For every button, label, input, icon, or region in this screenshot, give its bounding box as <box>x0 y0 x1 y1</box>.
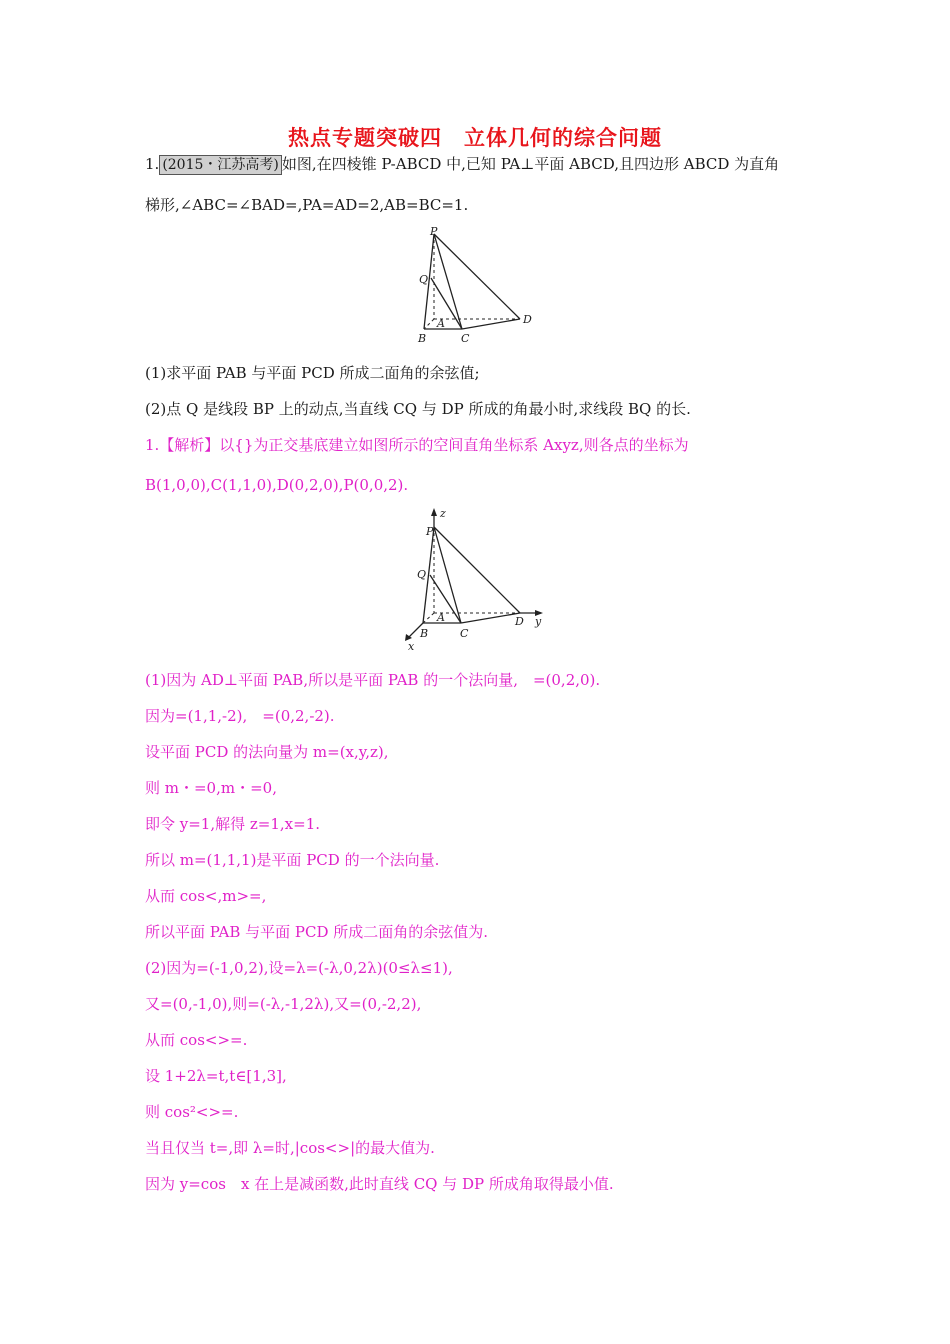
edge-ab-hidden <box>423 613 434 623</box>
solution-line: 则 cos²<>=. <box>145 1103 239 1121</box>
edge-cd <box>462 319 520 329</box>
label-z: z <box>440 507 446 520</box>
pyramid-figure <box>410 226 540 348</box>
segment-cq <box>430 575 461 623</box>
solution-line: B(1,0,0),C(1,1,0),D(0,2,0),P(0,0,2). <box>145 476 409 494</box>
solution-line: 所以 m=(1,1,1)是平面 PCD 的一个法向量. <box>145 851 440 869</box>
solution-line: (2)因为=(-1,0,2),设=λ=(-λ,0,2λ)(0≤λ≤1), <box>145 959 453 977</box>
edge-cd <box>461 613 520 623</box>
solution-line: 设平面 PCD 的法向量为 m=(x,y,z), <box>145 743 389 761</box>
problem-text-1: 如图,在四棱锥 P-ABCD 中,已知 PA⊥平面 ABCD,且四边形 ABCD 为直角 <box>281 155 780 173</box>
label-p: P <box>426 525 434 538</box>
problem-number: 1. <box>145 155 160 173</box>
question-2: (2)点 Q 是线段 BP 上的动点,当直线 CQ 与 DP 所成的角最小时,求线段 BQ 的长. <box>145 400 691 418</box>
question-1: (1)求平面 PAB 与平面 PCD 所成二面角的余弦值; <box>145 364 480 382</box>
label-a: A <box>437 317 445 330</box>
label-c: C <box>461 332 470 345</box>
solution-line: (1)因为 AD⊥平面 PAB,所以是平面 PAB 的一个法向量, =(0,2,0). <box>145 671 601 689</box>
segment-cq <box>431 278 462 329</box>
label-b: B <box>420 627 429 640</box>
solution-line: 从而 cos<>=. <box>145 1031 248 1049</box>
label-d: D <box>515 615 524 628</box>
z-arrow <box>431 508 437 516</box>
source-tag: (2015・江苏高考) <box>159 155 282 175</box>
solution-line: 当且仅当 t=,即 λ=时,|cos<>|的最大值为. <box>145 1139 435 1157</box>
solution-line: 所以平面 PAB 与平面 PCD 所成二面角的余弦值为. <box>145 923 489 941</box>
label-q: Q <box>419 273 429 286</box>
solution-line: 设 1+2λ=t,t∈[1,3], <box>145 1067 287 1085</box>
page-title: 热点专题突破四 立体几何的综合问题 <box>288 126 662 150</box>
solution-line: 1.【解析】以{}为正交基底建立如图所示的空间直角坐标系 Axyz,则各点的坐标为 <box>145 436 689 454</box>
label-a: A <box>437 611 445 624</box>
solution-line: 因为 y=cos x 在上是减函数,此时直线 CQ 与 DP 所成角取得最小值. <box>145 1175 614 1193</box>
solution-line: 则 m・=0,m・=0, <box>145 779 277 797</box>
problem-line-2: 梯形,∠ABC=∠BAD=,PA=AD=2,AB=BC=1. <box>145 196 469 214</box>
label-y: y <box>535 615 542 628</box>
solution-line: 因为=(1,1,-2), =(0,2,-2). <box>145 707 335 725</box>
solution-line: 又=(0,-1,0),则=(-λ,-1,2λ),又=(0,-2,2), <box>145 995 422 1013</box>
label-p: P <box>430 226 438 238</box>
label-d: D <box>523 313 532 326</box>
solution-line: 从而 cos<,m>=, <box>145 887 267 905</box>
problem-line-1 <box>145 153 779 175</box>
label-c: C <box>460 627 469 640</box>
solution-line: 即令 y=1,解得 z=1,x=1. <box>145 815 321 833</box>
coordinate-figure <box>395 505 555 655</box>
label-b: B <box>418 332 427 345</box>
label-x: x <box>408 640 415 653</box>
label-q: Q <box>417 568 427 581</box>
